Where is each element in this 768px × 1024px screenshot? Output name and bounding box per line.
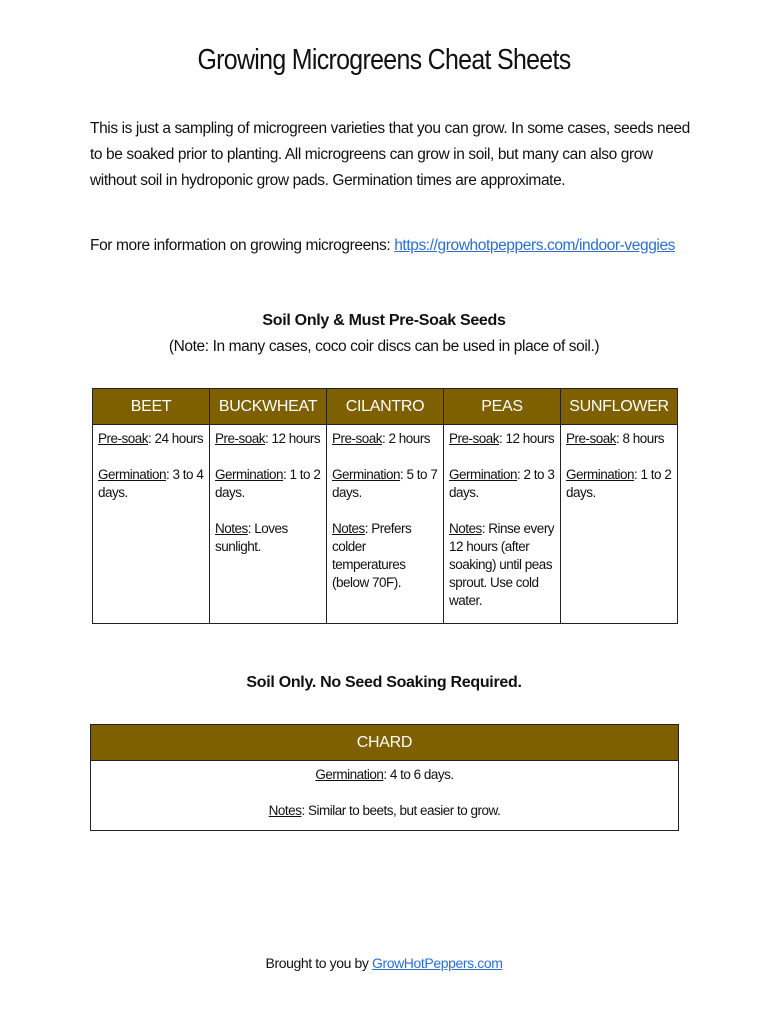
more-info-label: For more information on growing microgreens:	[90, 237, 395, 254]
presoak-value: : 24 hours	[148, 431, 204, 446]
notes-value: : Prefers colder temperatures (below 70F).	[332, 521, 412, 590]
germination-value: : 1 to 2 days.	[215, 467, 321, 500]
notes-value: : Rinse every 12 hours (after soaking) until peas sprout. Use cold water.	[449, 521, 555, 608]
germination-value: : 3 to 4 days.	[98, 467, 204, 500]
notes-label: Notes	[449, 521, 482, 536]
germination-value: : 1 to 2 days.	[566, 467, 672, 500]
footer	[0, 955, 768, 971]
germination-value: : 5 to 7 days.	[332, 467, 438, 500]
column-header: BUCKWHEAT	[210, 389, 327, 425]
variety-cell-sunflower	[561, 425, 678, 624]
intro-paragraph: This is just a sampling of microgreen varieties that you can grow. In some cases, seeds need to be soaked prior to planting. All microgreens can grow in soil, but many can also grow without soil in hydroponic grow pads. Germination times are approximate.	[90, 120, 690, 189]
variety-cell-chard	[91, 761, 679, 831]
presoak-value: : 12 hours	[499, 431, 555, 446]
notes-label: Notes	[215, 521, 248, 536]
presoak-label: Pre-soak	[449, 431, 500, 446]
presoak-value: : 2 hours	[382, 431, 431, 446]
variety-cell-peas	[444, 425, 561, 624]
footer-site-link[interactable]: GrowHotPeppers.com	[371, 955, 503, 971]
table-row	[93, 425, 678, 624]
notes-value: : Loves sunlight.	[215, 521, 288, 554]
table-header-row	[93, 389, 678, 425]
table-row	[91, 761, 679, 831]
column-header: CILANTRO	[327, 389, 444, 425]
notes-label: Notes	[332, 521, 365, 536]
presoak-label: Pre-soak	[98, 431, 149, 446]
column-header: BEET	[93, 389, 210, 425]
germination-value: : 2 to 3 days.	[449, 467, 555, 500]
section1-note: (Note: In many cases, coco coir discs can be used in place of soil.)	[168, 338, 600, 355]
section2-heading: Soil Only. No Seed Soaking Required.	[246, 674, 522, 691]
more-info-line	[90, 233, 680, 259]
germination-label: Germination	[566, 467, 635, 482]
presoak-varieties-table	[92, 388, 678, 624]
variety-cell-cilantro	[327, 425, 444, 624]
presoak-label: Pre-soak	[215, 431, 266, 446]
notes-label: Notes	[268, 803, 302, 818]
notes-value: : Similar to beets, but easier to grow.	[301, 803, 501, 818]
no-soak-varieties-table	[90, 724, 679, 831]
variety-cell-beet	[93, 425, 210, 624]
presoak-value: : 12 hours	[265, 431, 321, 446]
presoak-label: Pre-soak	[332, 431, 383, 446]
variety-cell-buckwheat	[210, 425, 327, 624]
column-header: SUNFLOWER	[561, 389, 678, 425]
germination-label: Germination	[449, 467, 518, 482]
germination-label: Germination	[315, 767, 384, 782]
germination-label: Germination	[332, 467, 401, 482]
germination-label: Germination	[215, 467, 284, 482]
table-header-row	[91, 725, 679, 761]
column-header: CHARD	[91, 725, 679, 761]
germination-value: : 4 to 6 days.	[383, 767, 454, 782]
column-header: PEAS	[444, 389, 561, 425]
page-title: Growing Microgreens Cheat Sheets	[197, 44, 571, 76]
presoak-value: : 8 hours	[616, 431, 665, 446]
germination-label: Germination	[98, 467, 167, 482]
section1-heading: Soil Only & Must Pre-Soak Seeds	[262, 312, 506, 329]
footer-text: Brought to you by	[265, 955, 372, 971]
presoak-label: Pre-soak	[566, 431, 617, 446]
indoor-veggies-link[interactable]: https://growhotpeppers.com/indoor-veggies	[394, 237, 676, 254]
